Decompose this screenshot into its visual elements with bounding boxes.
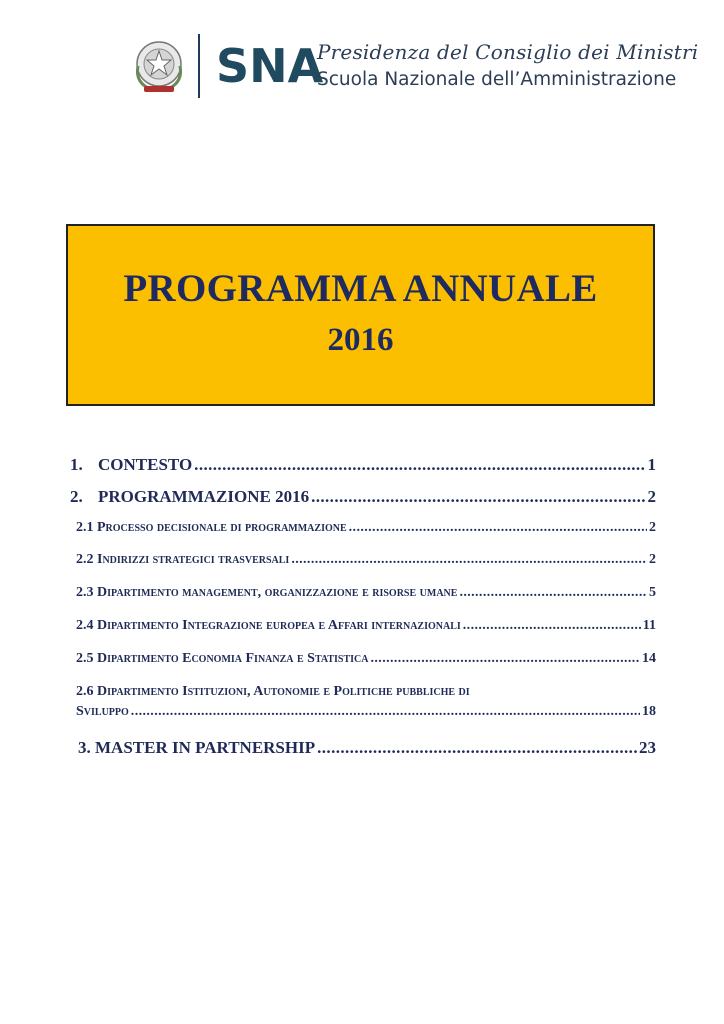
toc-label: CONTESTO (98, 455, 193, 474)
header-scuola: Scuola Nazionale dell’Amministrazione (317, 69, 677, 90)
toc-leader-dots (349, 520, 647, 536)
toc-page-number: 5 (649, 585, 656, 600)
header-divider (198, 34, 200, 98)
document-year: 2016 (327, 322, 394, 358)
toc-entry-2-1[interactable] (76, 520, 656, 536)
toc-leader-dots (291, 552, 647, 568)
toc-entry-2-2[interactable] (76, 552, 656, 568)
toc-number: 2.2 (76, 552, 94, 567)
toc-number: 2.4 (76, 618, 94, 633)
toc-page-number: 23 (639, 738, 656, 757)
toc-entry-2-5[interactable] (76, 651, 656, 667)
toc-entry-2-4[interactable] (76, 618, 656, 634)
toc-label: Dipartimento Istituzioni, Autonomie e Politiche pubbliche di (97, 684, 470, 699)
toc-number: 2. (70, 487, 83, 506)
document-header (130, 34, 699, 102)
toc-number: 2.5 (76, 651, 94, 666)
toc-label-continued: Sviluppo (76, 704, 129, 719)
italian-republic-emblem-icon (130, 36, 188, 96)
toc-leader-dots (131, 704, 640, 720)
toc-page-number: 2 (649, 520, 656, 535)
toc-page-number: 14 (642, 651, 656, 666)
toc-page-number: 1 (647, 455, 656, 474)
toc-leader-dots (371, 651, 641, 667)
toc-leader-dots (459, 585, 647, 601)
toc-entry-2-6-line1[interactable] (76, 684, 470, 700)
toc-leader-dots (317, 738, 637, 758)
toc-leader-dots (463, 618, 641, 634)
toc-number: 1. (70, 455, 83, 474)
header-presidenza: Presidenza del Consiglio dei Ministri (317, 40, 699, 64)
toc-label: Dipartimento management, organizzazione e risorse umane (97, 585, 458, 600)
sna-logo-text: SNA (216, 40, 324, 90)
toc-label: MASTER IN PARTNERSHIP (95, 738, 316, 757)
toc-number: 2.1 (76, 520, 94, 535)
toc-entry-2-3[interactable] (76, 585, 656, 601)
document-title: PROGRAMMA ANNUALE (123, 267, 598, 310)
toc-page-number: 2 (647, 487, 656, 506)
title-box (66, 224, 655, 406)
toc-entry-2-6[interactable] (76, 704, 656, 720)
toc-number: 3. (78, 738, 91, 757)
toc-label: Processo decisionale di programmazione (97, 520, 347, 535)
toc-page-number: 11 (642, 618, 656, 633)
toc-number: 2.6 (76, 684, 94, 699)
toc-number: 2.3 (76, 585, 94, 600)
toc-entry-programmazione[interactable] (70, 487, 656, 507)
toc-page-number: 2 (649, 552, 656, 567)
toc-label: PROGRAMMAZIONE 2016 (98, 487, 310, 506)
toc-leader-dots (194, 455, 645, 475)
toc-entry-master[interactable] (78, 738, 656, 758)
toc-leader-dots (311, 487, 645, 507)
toc-label: Indirizzi strategici trasversali (97, 552, 290, 567)
toc-page-number: 18 (642, 704, 656, 719)
toc-label: Dipartimento Economia Finanza e Statistica (97, 651, 369, 666)
toc-entry-contesto[interactable] (70, 455, 656, 475)
toc-label: Dipartimento Integrazione europea e Affari internazionali (97, 618, 461, 633)
